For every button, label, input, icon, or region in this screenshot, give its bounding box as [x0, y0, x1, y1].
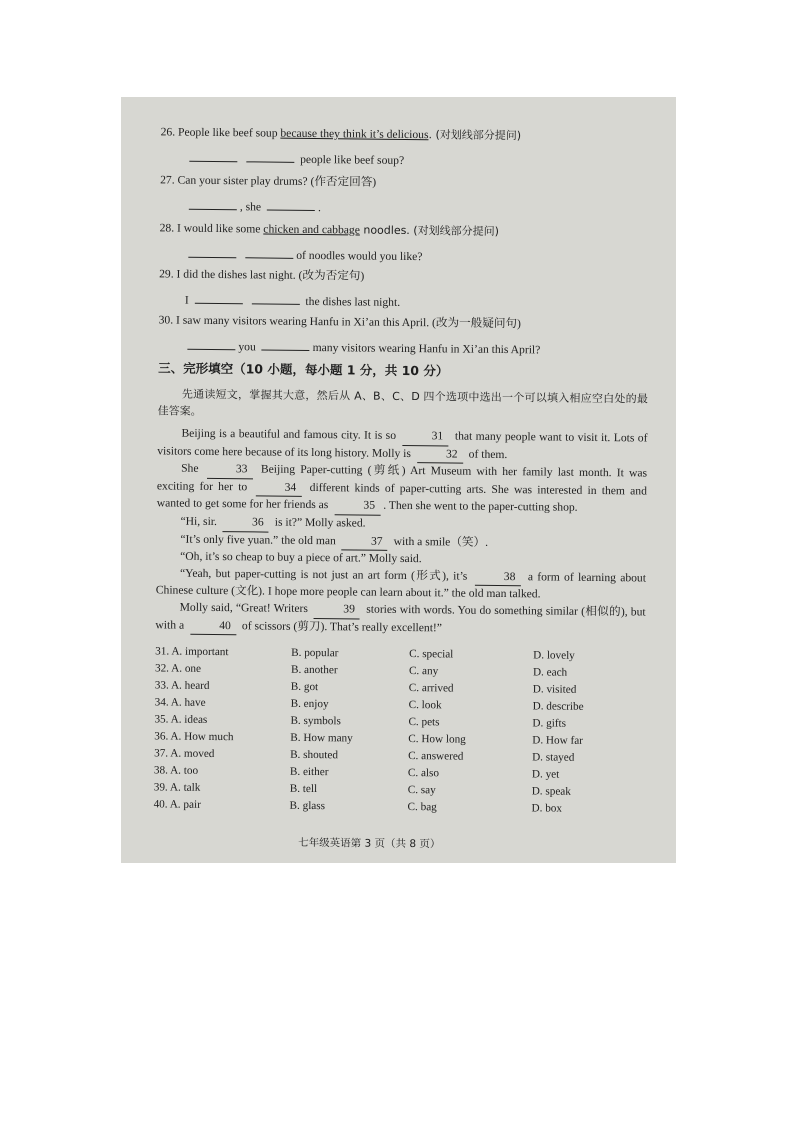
cloze-passage — [155, 425, 647, 639]
passage-text: of them. — [468, 447, 508, 461]
passage-text: “Hi, sir. — [180, 514, 218, 528]
option-a[interactable]: 31. A. important — [155, 645, 229, 659]
passage-paragraph — [155, 599, 645, 639]
answer-line-29 — [185, 292, 400, 310]
option-a[interactable]: 33. A. heard — [154, 679, 210, 692]
blank-37[interactable]: 37 — [342, 533, 388, 551]
passage-paragraph — [157, 461, 648, 519]
option-a[interactable]: 35. A. ideas — [154, 713, 208, 726]
option-c[interactable]: C. special — [409, 648, 454, 661]
option-d[interactable]: D. How far — [532, 734, 583, 747]
option-a[interactable]: 36. A. How much — [154, 730, 234, 744]
option-c[interactable]: C. How long — [408, 733, 466, 746]
passage-text: different kinds of paper-cutting arts. She was interested in them and wanted to get some for her friends as — [156, 480, 647, 512]
instruction-text: 先通读短文，掌握其大意，然后从 A、B、C、D 四个选项中选出一个可以填入相应空白处的最佳答案。 — [157, 387, 648, 418]
option-b[interactable]: B. popular — [291, 646, 339, 660]
option-b[interactable]: B. tell — [289, 782, 318, 796]
question-29 — [159, 267, 364, 283]
blank-31[interactable]: 31 — [402, 428, 448, 446]
option-a[interactable]: 39. A. talk — [153, 781, 201, 794]
passage-text: of scissors (剪刀). That’s really excellent!” — [241, 618, 443, 634]
answer-blank[interactable] — [187, 338, 235, 351]
answer-text: I — [184, 293, 189, 307]
answer-text: . — [317, 201, 321, 215]
answer-line-28 — [185, 246, 422, 264]
scanned-page-photo — [121, 97, 676, 863]
option-d[interactable]: D. speak — [531, 785, 571, 798]
blank-34[interactable]: 34 — [255, 479, 301, 497]
option-d[interactable]: D. yet — [531, 768, 560, 781]
answer-text: , she — [239, 200, 262, 214]
answer-blank[interactable] — [195, 292, 243, 305]
option-b[interactable]: B. symbols — [290, 714, 341, 728]
passage-text: Beijing Paper-cutting (剪纸) Art Museum with her family last month. It was exciting for her to — [156, 462, 648, 494]
passage-text: “It’s only five yuan.” the old man — [180, 532, 336, 547]
blank-38[interactable]: 38 — [475, 568, 521, 586]
answer-blank[interactable] — [245, 246, 293, 259]
question-number: 29. — [159, 267, 174, 281]
option-c[interactable]: C. bag — [407, 801, 437, 814]
question-text: I would like some — [176, 221, 264, 236]
option-a[interactable]: 37. A. moved — [154, 747, 215, 761]
option-c[interactable]: C. any — [408, 665, 439, 678]
answer-blank[interactable] — [189, 150, 237, 163]
answer-blank[interactable] — [189, 198, 237, 211]
blank-39[interactable]: 39 — [314, 601, 360, 619]
question-26 — [161, 125, 522, 143]
blank-33[interactable]: 33 — [207, 461, 253, 479]
passage-text: . Then she went to the paper-cutting shop. — [383, 499, 578, 515]
blank-32[interactable]: 32 — [417, 446, 463, 464]
passage-paragraph: “Oh, it’s so cheap to buy a piece of art.” Molly said. — [180, 549, 422, 566]
question-27 — [160, 173, 376, 189]
question-28 — [160, 221, 499, 238]
answer-text: of noodles would you like? — [296, 248, 423, 264]
answer-blank[interactable] — [267, 199, 315, 212]
answer-line-27 — [186, 198, 321, 215]
option-c[interactable]: C. answered — [408, 750, 464, 763]
question-30 — [159, 313, 521, 331]
option-b[interactable]: B. either — [289, 765, 329, 779]
question-instruction: noodles. (对划线部分提问) — [359, 223, 499, 238]
option-d[interactable]: D. gifts — [532, 717, 567, 730]
option-d[interactable]: D. box — [531, 802, 563, 815]
question-number: 28. — [159, 221, 175, 235]
passage-text: stories with words. You do something similar (相似的), but with a — [155, 602, 646, 632]
option-b[interactable]: B. got — [290, 680, 319, 694]
question-instruction: . (对划线部分提问) — [428, 128, 522, 143]
answer-text: you — [238, 340, 256, 354]
passage-text: with a smile（笑）. — [393, 534, 489, 549]
answer-line-26 — [186, 150, 404, 168]
option-c[interactable]: C. pets — [408, 716, 440, 729]
section-instruction — [158, 385, 648, 424]
answer-line-30 — [184, 338, 540, 358]
passage-text: a form of learning about Chinese culture (文化). I hope more people can learn about it.” the old man talked. — [155, 570, 647, 601]
option-a[interactable]: 32. A. one — [154, 662, 202, 675]
question-number: 30. — [158, 313, 174, 327]
option-b[interactable]: B. glass — [289, 799, 326, 813]
option-a[interactable]: 38. A. too — [153, 764, 199, 777]
option-b[interactable]: B. another — [290, 663, 338, 677]
exam-page — [121, 97, 676, 863]
section-title: 三、完形填空（10 小题，每小题 1 分，共 10 分） — [158, 360, 449, 379]
passage-text: She — [181, 461, 199, 476]
question-text: People like beef soup — [177, 125, 281, 140]
option-b[interactable]: B. shouted — [290, 748, 339, 762]
question-number: 26. — [160, 125, 176, 139]
underlined-phrase: because they think it’s delicious — [280, 126, 429, 142]
option-c[interactable]: C. look — [408, 699, 442, 712]
option-c[interactable]: C. say — [407, 784, 436, 797]
answer-text: the dishes last night. — [305, 294, 401, 309]
answer-blank[interactable] — [252, 292, 300, 305]
page-footer: 七年级英语第 3 页（共 8 页） — [298, 836, 441, 851]
option-d[interactable]: D. visited — [532, 683, 577, 696]
passage-paragraph — [157, 425, 647, 465]
passage-text: that many people want to visit it. Lots of visitors come here because of its long history. Molly is — [157, 429, 648, 460]
option-d[interactable]: D. describe — [532, 700, 584, 713]
question-text: I saw many visitors wearing Hanfu in Xi’an this April. (改为一般疑问句) — [176, 313, 521, 331]
option-c[interactable]: C. arrived — [408, 682, 454, 695]
answer-text: people like beef soup? — [300, 152, 405, 167]
answer-blank[interactable] — [262, 338, 310, 351]
question-text: I did the dishes last night. (改为否定句) — [176, 267, 365, 283]
answer-text: many visitors wearing Hanfu in Xi’an this April? — [312, 341, 541, 357]
passage-paragraph — [156, 565, 646, 604]
passage-text: “Yeah, but paper-cutting is not just an art form (形式), it’s — [179, 566, 468, 583]
passage-text: is it?” Molly asked. — [274, 515, 366, 530]
option-d[interactable]: D. each — [532, 666, 568, 679]
answer-blank[interactable] — [188, 246, 236, 259]
option-a[interactable]: 34. A. have — [154, 696, 206, 709]
blank-36[interactable]: 36 — [223, 514, 269, 532]
underlined-phrase: chicken and cabbage — [263, 222, 360, 237]
option-b[interactable]: B. enjoy — [290, 697, 329, 711]
question-text: Can your sister play drums? (作否定回答) — [177, 173, 377, 189]
option-c[interactable]: C. also — [407, 767, 440, 780]
blank-35[interactable]: 35 — [334, 498, 380, 516]
option-b[interactable]: B. How many — [290, 731, 353, 745]
passage-text: Beijing is a beautiful and famous city. It is so — [181, 426, 397, 442]
option-d[interactable]: D. lovely — [533, 649, 575, 662]
option-d[interactable]: D. stayed — [532, 751, 575, 764]
question-number: 27. — [160, 173, 175, 187]
blank-40[interactable]: 40 — [190, 617, 236, 635]
answer-blank[interactable] — [246, 150, 294, 163]
passage-text: Molly said, “Great! Writers — [179, 600, 309, 615]
option-a[interactable]: 40. A. pair — [153, 798, 201, 811]
